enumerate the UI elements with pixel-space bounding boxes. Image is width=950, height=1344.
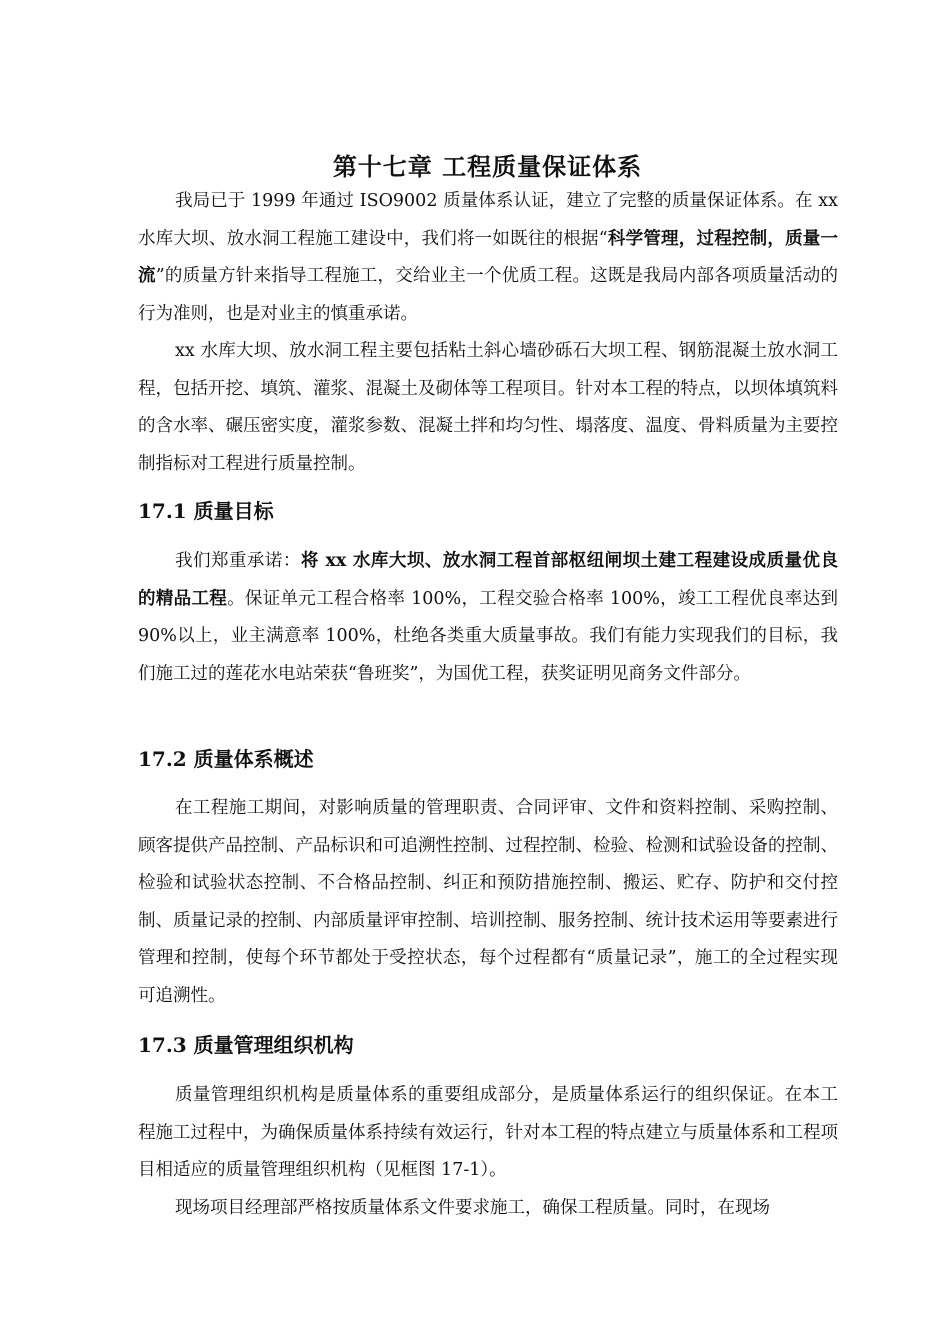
section-heading-17-1: 17.1 质量目标	[138, 499, 274, 523]
intro-text-1: 我局已于 1999 年通过 ISO9002 质量体系认证，建立了完整的质量保证体系。在 xx 水库大坝、放水洞工程施工建设中，我们将一如既往的根据“	[138, 191, 838, 249]
section-heading-17-2: 17.2 质量体系概述	[138, 747, 314, 771]
section-17-2-paragraph: 在工程施工期间，对影响质量的管理职责、合同评审、文件和资料控制、采购控制、顾客提供产品控制、产品标识和可追溯性控制、过程控制、检验、检测和试验设备的控制、检验和试验状态控制、不合格品控制、纠正和预防措施控制、搬运、贮存、防护和交付控制、质量记录的控制、内部质量评审控制、培训控制、服务控制、统计技术运用等要素进行管理和控制，使每个环节都处于受控状态，每个过程都有“质量记录”，施工的全过程实现可追溯性。	[138, 798, 838, 1006]
chapter-title: 第十七章 工程质量保证体系	[332, 152, 643, 182]
intro-text-2: ”的质量方针来指导工程施工，交给业主一个优质工程。这既是我局内部各项质量活动的行为准则，也是对业主的慎重承诺。	[138, 266, 839, 324]
commitment-bold: 将 xx 水库大坝、放水洞工程首部枢纽闸坝土建工程建设成质量优良的精品工程	[138, 551, 838, 609]
section-17-3-paragraph-1: 质量管理组织机构是质量体系的重要组成部分，是质量体系运行的组织保证。在本工程施工过程中，为确保质量体系持续有效运行，针对本工程的特点建立与质量体系和工程项目相适应的质量管理组织机构（见框图 17-1）。	[138, 1085, 838, 1180]
section-17-1-paragraph	[138, 543, 838, 693]
commitment-text-2: 。保证单元工程合格率 100%，工程交验合格率 100%，竣工工程优良率达到 90%以上，业主满意率 100%，杜绝各类重大质量事故。我们有能力实现我们的目标，我们施工过的莲花水电站荣获“鲁班奖”，为国优工程，获奖证明见商务文件部分。	[138, 588, 839, 684]
section-heading-17-3: 17.3 质量管理组织机构	[138, 1033, 354, 1057]
intro-paragraph-2: xx 水库大坝、放水洞工程主要包括粘土斜心墙砂砾石大坝工程、钢筋混凝土放水洞工程，包括开挖、填筑、灌浆、混凝土及砌体等工程项目。针对本工程的特点，以坝体填筑料的含水率、碾压密实度，灌浆参数、混凝土拌和均匀性、塌落度、温度、骨料质量为主要控制指标对工程进行质量控制。	[138, 341, 838, 474]
section-17-3-paragraph-2: 现场项目经理部严格按质量体系文件要求施工，确保工程质量。同时，在现场	[175, 1198, 770, 1218]
quality-policy-bold: 科学管理，过程控制，质量一流	[138, 228, 839, 286]
commitment-text-1: 我们郑重承诺：	[175, 551, 301, 571]
intro-paragraph-1	[138, 183, 838, 333]
